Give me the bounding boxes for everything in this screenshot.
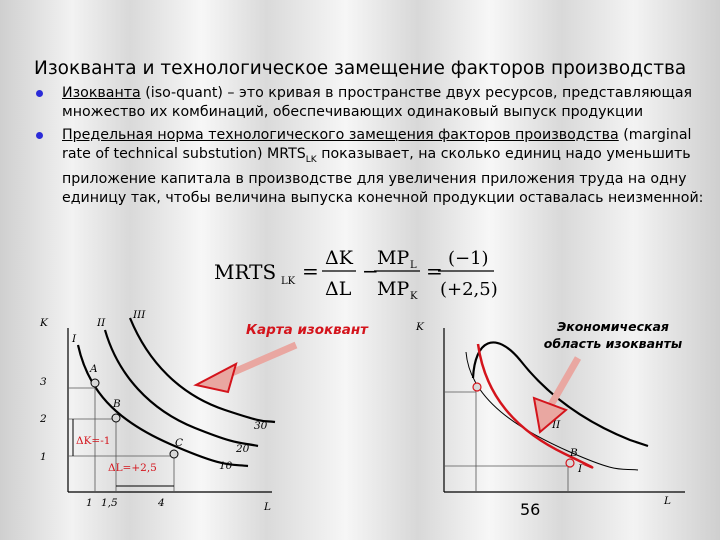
curve-numeral-III: III	[133, 309, 146, 321]
formula-frac1-den: ΔL	[325, 278, 352, 300]
mrts-subscript: LK	[305, 154, 317, 165]
point-A	[91, 379, 99, 387]
callout-isoquant-map: Карта изоквант	[246, 322, 368, 338]
isoquant-definition: (iso-quant) – это кривая в пространстве двух ресурсов, представляющая множество их комбинаций, обеспечивающих одинаковый выпуск продукции	[62, 85, 693, 120]
bullet-list	[34, 84, 704, 212]
mrts-definition-part1: (marginal rate of technical substution) MRTS	[62, 127, 692, 162]
formula-lhs: MRTS	[214, 260, 277, 284]
bullet-mrts	[34, 126, 704, 208]
right-label-II: II	[552, 419, 561, 431]
page-number: 56	[520, 500, 541, 519]
point-C	[170, 450, 178, 458]
formula-frac3-den: (+2,5)	[440, 279, 498, 300]
left-y-axis-label: K	[40, 317, 48, 329]
right-guide-bottom	[444, 466, 568, 492]
right-y-axis-label: K	[416, 321, 424, 333]
callout-economic-region: Экономическая область изокванты	[543, 319, 683, 351]
x-tick-1: 1	[86, 497, 93, 509]
right-point-top	[473, 383, 481, 391]
point-label-B: B	[113, 398, 121, 410]
delta-l-label: ΔL=+2,5	[108, 462, 157, 474]
point-label-C: C	[175, 437, 184, 449]
slide-title: Изокванта и технологическое замещение факторов производства	[34, 58, 687, 79]
curve-value-10: 10	[219, 460, 233, 472]
y-tick-2: 2	[40, 413, 47, 425]
formula-frac2-num-sub: L	[410, 260, 417, 271]
y-tick-3: 3	[40, 376, 47, 388]
delta-k-label: ΔK=-1	[76, 435, 111, 447]
bullet-isoquant	[34, 84, 704, 122]
curve-numeral-I: I	[72, 333, 77, 345]
x-tick-1-5: 1,5	[101, 497, 118, 509]
bullet-dot-icon	[36, 132, 43, 139]
mrts-definition-part2: показывает, на сколько единиц надо уменьшить приложение капитала в производстве для увеличения приложения труда на одну единицу так, чтобы величина выпуска конечной продукции оставалась неизменной:	[62, 146, 704, 206]
curve-numeral-II: II	[97, 317, 106, 329]
curve-value-20: 20	[236, 443, 250, 455]
right-label-B: B	[570, 447, 578, 459]
formula-lhs-sub: LK	[281, 276, 296, 287]
svg-text:=: =	[426, 259, 443, 283]
svg-text:=: =	[302, 259, 319, 283]
right-point-bottom	[566, 459, 574, 467]
curve-value-30: 30	[254, 420, 268, 432]
formula-frac1-num: ΔK	[325, 247, 353, 269]
formula-frac2-den: MP	[377, 278, 410, 300]
formula-frac3-num: (−1)	[448, 248, 489, 269]
x-tick-4: 4	[158, 497, 165, 509]
formula-minus: −	[362, 259, 379, 283]
point-label-A: A	[90, 363, 98, 375]
right-guide-top	[444, 392, 476, 492]
left-arrowhead	[196, 364, 236, 392]
formula-frac2-den-sub: K	[410, 291, 418, 302]
formula-frac2-num: MP	[377, 247, 410, 269]
guide-B	[68, 419, 116, 492]
right-arrowhead	[534, 398, 566, 432]
bullet-dot-icon	[36, 90, 43, 97]
term-isoquant: Изокванта	[62, 85, 141, 101]
point-B	[112, 414, 120, 422]
term-mrts: Предельная норма технологического замещения факторов производства	[62, 127, 619, 143]
right-x-axis-label: L	[664, 495, 671, 507]
isoquant-curve-I	[78, 345, 248, 466]
right-label-I: I	[578, 463, 583, 475]
left-x-axis-label: L	[264, 501, 271, 513]
y-tick-1: 1	[40, 451, 47, 463]
mrts-formula	[214, 242, 504, 304]
